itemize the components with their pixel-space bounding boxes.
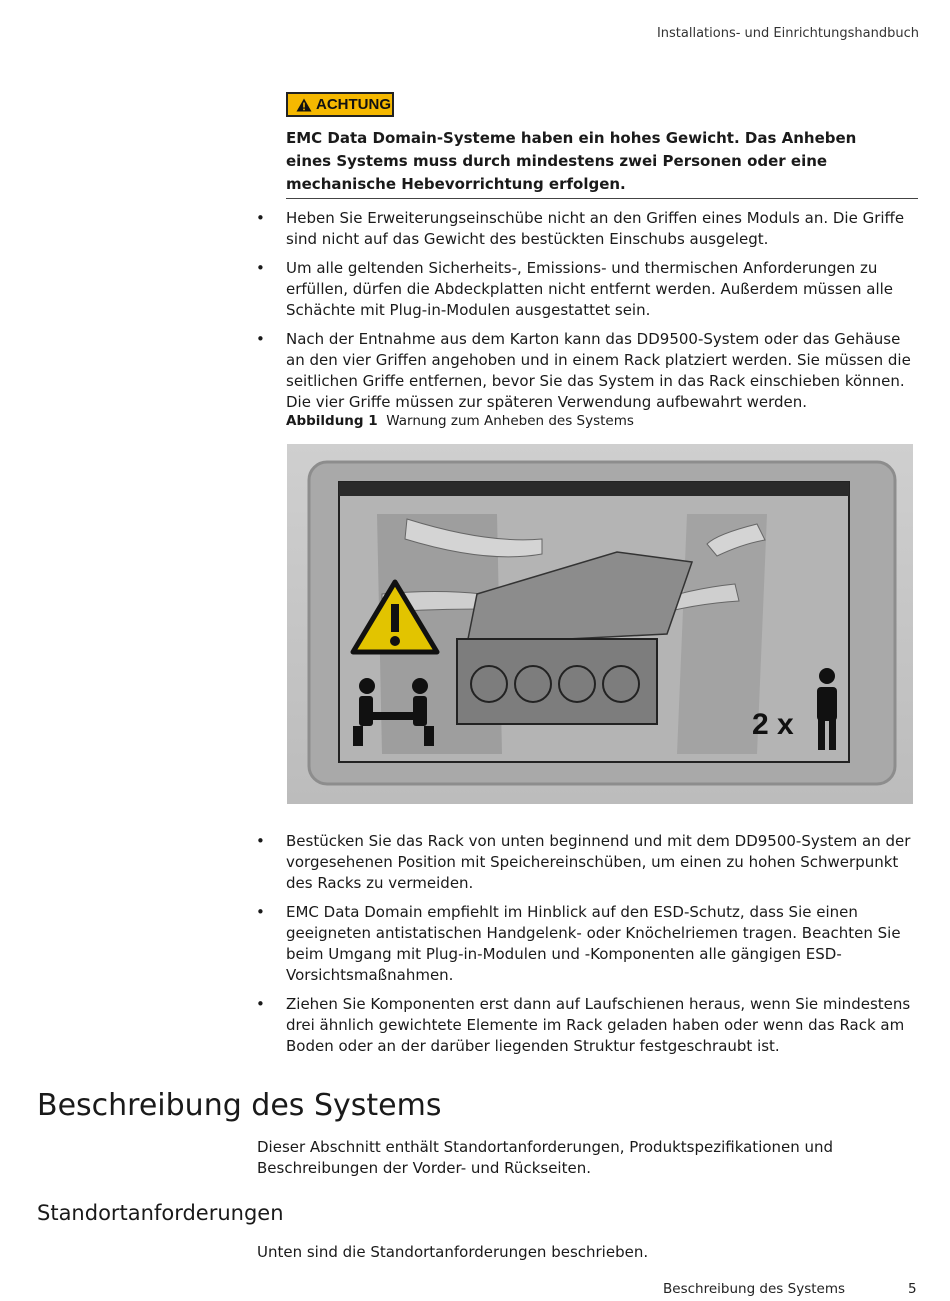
subsection-heading: Standortanforderungen	[37, 1201, 284, 1225]
figure-label: Abbildung 1	[286, 413, 378, 429]
list-item: • Ziehen Sie Komponenten erst dann auf Laufschienen heraus, wenn Sie mindestens drei ähnlich gewichtete Elemente im Rack geladen haben oder wenn das Rack am Boden oder an der darüber liegenden Struktur festgeschraubt ist.	[256, 995, 911, 1055]
page-number: 5	[908, 1281, 917, 1297]
lifting-warning-figure	[287, 444, 913, 804]
list-item: • Bestücken Sie das Rack von unten beginnend und mit dem DD9500-System an der vorgesehenen Position mit Speichereinschüben, um einen zu hohen Schwerpunkt des Racks zu vermeiden.	[256, 832, 911, 892]
section-intro: Dieser Abschnitt enthält Standortanforderungen, Produktspezifikationen und Beschreibungen der Vorder- und Rückseiten.	[257, 1138, 834, 1177]
caution-label: ACHTUNG	[316, 96, 391, 113]
list-item: • Heben Sie Erweiterungseinschübe nicht an den Griffen eines Moduls an. Die Griffe sind nicht auf das Gewicht des bestückten Einschubs ausgelegt.	[256, 209, 905, 248]
warning-triangle-icon	[296, 98, 312, 112]
caution-badge	[286, 92, 394, 117]
list-item: • Nach der Entnahme aus dem Karton kann das DD9500-System oder das Gehäuse an den vier Griffen angehoben und in einem Rack platziert werden. Sie müssen die seitlichen Griffe entfernen, bevor Sie das System in das Rack einschieben können. Die vier Griffe müssen zur späteren Verwendung aufbewahrt werden.	[256, 330, 911, 411]
list-item: • Um alle geltenden Sicherheits-, Emissions- und thermischen Anforderungen zu erfüllen, dürfen die Abdeckplatten nicht entfernt werden. Außerdem müssen alle Schächte mit Plug-in-Modulen ausgestattet sein.	[256, 259, 894, 319]
section-heading: Beschreibung des Systems	[37, 1088, 442, 1123]
caution-text: EMC Data Domain-Systeme haben ein hohes Gewicht. Das Anheben eines Systems muss durch mindestens zwei Personen oder eine mechanische Hebevorrichtung erfolgen.	[286, 129, 857, 193]
persons-marker: 2 x	[752, 708, 794, 741]
figure-caption	[286, 413, 634, 429]
running-header: Installations- und Einrichtungshandbuch	[656, 26, 919, 41]
list-item: • EMC Data Domain empfiehlt im Hinblick auf den ESD-Schutz, dass Sie einen geeigneten antistatischen Handgelenk- oder Knöchelriemen tragen. Beachten Sie beim Umgang mit Plug-in-Modulen und -Komponenten alle gängigen ESD-Vorsichtsmaßnahmen.	[256, 903, 901, 984]
subsection-intro: Unten sind die Standortanforderungen beschrieben.	[257, 1243, 649, 1261]
bullet-list-bottom	[255, 831, 920, 1065]
caution-divider	[286, 198, 918, 199]
lifting-warning-illustration	[287, 444, 913, 804]
figure-caption-text: Warnung zum Anheben des Systems	[386, 413, 634, 429]
footer-section-title: Beschreibung des Systems	[663, 1281, 846, 1297]
bullet-list-top	[255, 208, 920, 421]
